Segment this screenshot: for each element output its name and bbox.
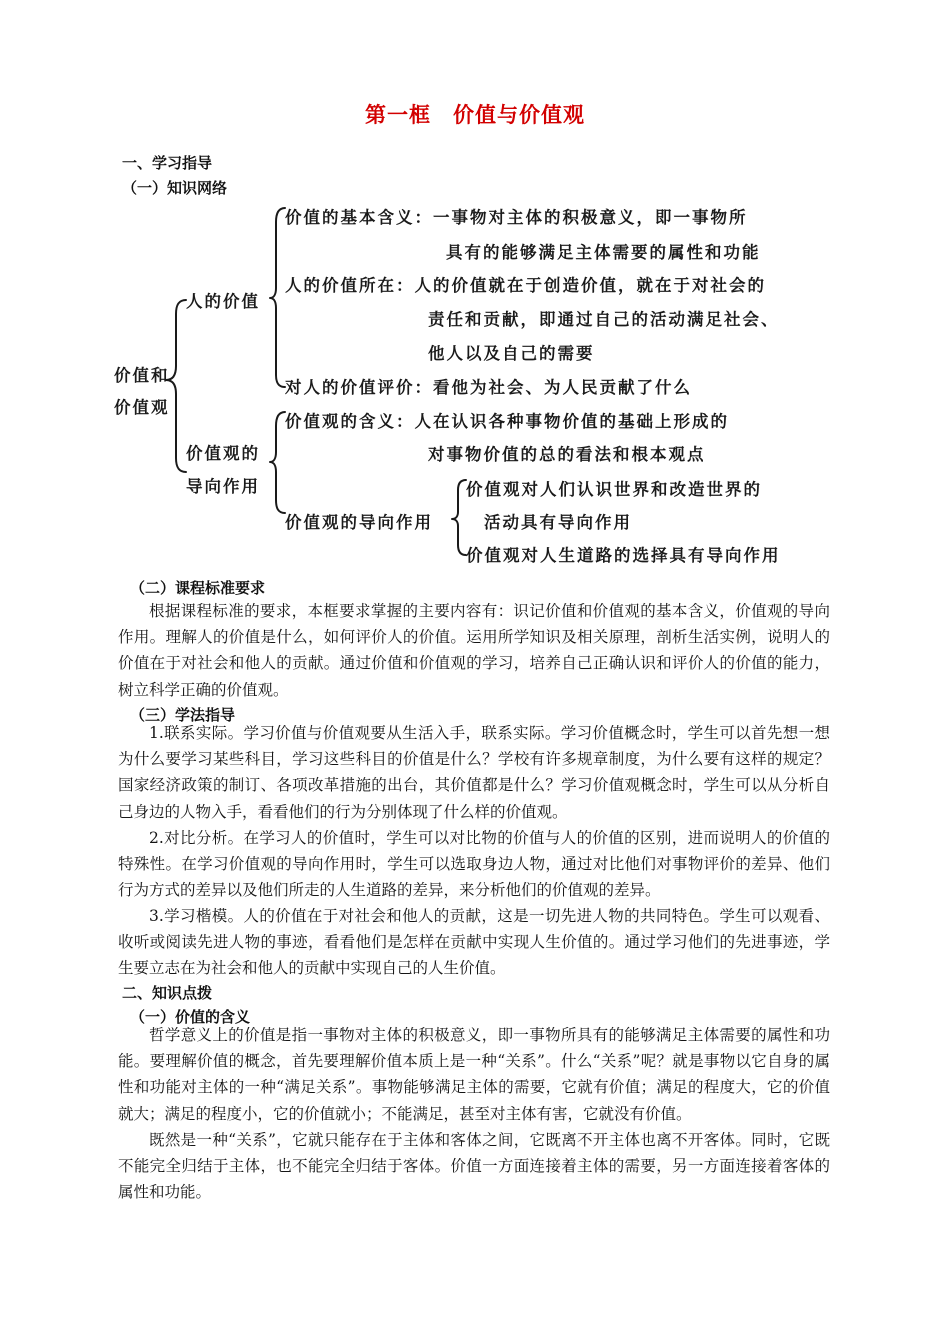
value-definition-line2: 具有的能够满足主体需要的属性和功能 bbox=[446, 243, 761, 262]
section-heading-study-guide: 一、学习指导 bbox=[122, 154, 213, 172]
guiding-role-brace bbox=[452, 480, 466, 555]
branch2-brace bbox=[270, 412, 285, 513]
value-evaluation: 对人的价值评价：看他为社会、为人民贡献了什么 bbox=[285, 378, 692, 397]
knowledge-network-diagram bbox=[0, 190, 950, 575]
root-label-line2: 价值观 bbox=[114, 398, 170, 417]
branch1-brace bbox=[270, 208, 285, 387]
section-heading-knowledge-tips: 二、知识点拨 bbox=[122, 984, 213, 1002]
method-paragraph-1: 1.联系实际。学习价值与价值观要从生活入手，联系实际。学习价值概念时，学生可以首先想一想为什么要学习某些科目，学习这些科目的价值是什么？学校有许多规章制度，为什么要有这样的规定？国家经济政策的制订、各项改革措施的出台，其价值都是什么？学习价值观概念时，学生可以从分析自己身边的人物入手，看看他们的行为分别体现了什么样的价值观。 bbox=[118, 724, 830, 821]
branch-guiding-line1: 价值观的 bbox=[186, 444, 260, 463]
branch-human-value: 人的价值 bbox=[186, 292, 260, 311]
guiding-world-line1: 价值观对人们认识世界和改造世界的 bbox=[466, 480, 762, 499]
value-definition-line1: 价值的基本含义：一事物对主体的积极意义，即一事物所 bbox=[285, 208, 748, 227]
values-guiding-role: 价值观的导向作用 bbox=[285, 513, 433, 532]
page-title: 第一框 价值与价值观 bbox=[365, 103, 585, 127]
root-label-line1: 价值和 bbox=[114, 366, 170, 385]
human-value-line1: 人的价值所在：人的价值就在于创造价值，就在于对社会的 bbox=[285, 276, 766, 295]
value-meaning-paragraph-1: 哲学意义上的价值是指一事物对主体的积极意义，即一事物所具有的能够满足主体需要的属性和功能。要理解价值的概念，首先要理解价值本质上是一种“关系”。什么“关系”呢？就是事物以它自身的属性和功能对主体的一种“满足关系”。事物能够满足主体的需要，它就有价值；满足的程度大，它的价值就大；满足的程度小，它的价值就小；不能满足，甚至对主体有害，它就没有价值。 bbox=[118, 1026, 830, 1123]
value-meaning-paragraph-2: 既然是一种“关系”，它就只能存在于主体和客体之间，它既离不开主体也离不开客体。同时，它既不能完全归结于主体，也不能完全归结于客体。价值一方面连接着主体的需要，另一方面连接着客体的属性和功能。 bbox=[118, 1131, 830, 1202]
method-paragraph-3: 3.学习楷模。人的价值在于对社会和他人的贡献，这是一切先进人物的共同特色。学生可以观看、收听或阅读先进人物的事迹，看看他们是怎样在贡献中实现人生价值的。通过学习他们的先进事迹，学生要立志在为社会和他人的贡献中实现自己的人生价值。 bbox=[118, 907, 830, 978]
guiding-life-path: 价值观对人生道路的选择具有导向作用 bbox=[466, 546, 781, 565]
subheading-study-method: （三）学法指导 bbox=[130, 706, 236, 724]
curriculum-paragraph: 根据课程标准的要求，本框要求掌握的主要内容有：识记价值和价值观的基本含义，价值观的导向作用。理解人的价值是什么，如何评价人的价值。运用所学知识及相关原理，剖析生活实例，说明人的价值在于对社会和他人的贡献。通过价值和价值观的学习，培养自己正确认识和评价人的价值的能力，树立科学正确的价值观。 bbox=[118, 602, 830, 699]
root-brace bbox=[166, 300, 186, 472]
guiding-world-line2: 活动具有导向作用 bbox=[484, 513, 632, 532]
subheading-knowledge-network: （一）知识网络 bbox=[122, 179, 228, 197]
subheading-value-meaning: （一）价值的含义 bbox=[130, 1008, 251, 1026]
values-definition-line1: 价值观的含义：人在认识各种事物价值的基础上形成的 bbox=[285, 412, 729, 431]
values-definition-line2: 对事物价值的总的看法和根本观点 bbox=[428, 445, 706, 464]
method-paragraph-2: 2.对比分析。在学习人的价值时，学生可以对比物的价值与人的价值的区别，进而说明人的价值的特殊性。在学习价值观的导向作用时，学生可以选取身边人物，通过对比他们对事物评价的差异、他们行为方式的差异以及他们所走的人生道路的差异，来分析他们的价值观的差异。 bbox=[118, 829, 830, 900]
human-value-line2: 责任和贡献，即通过自己的活动满足社会、 bbox=[428, 310, 780, 329]
human-value-line3: 他人以及自己的需要 bbox=[428, 344, 595, 363]
branch-guiding-line2: 导向作用 bbox=[186, 477, 260, 496]
subheading-curriculum-standard: （二）课程标准要求 bbox=[130, 579, 266, 597]
